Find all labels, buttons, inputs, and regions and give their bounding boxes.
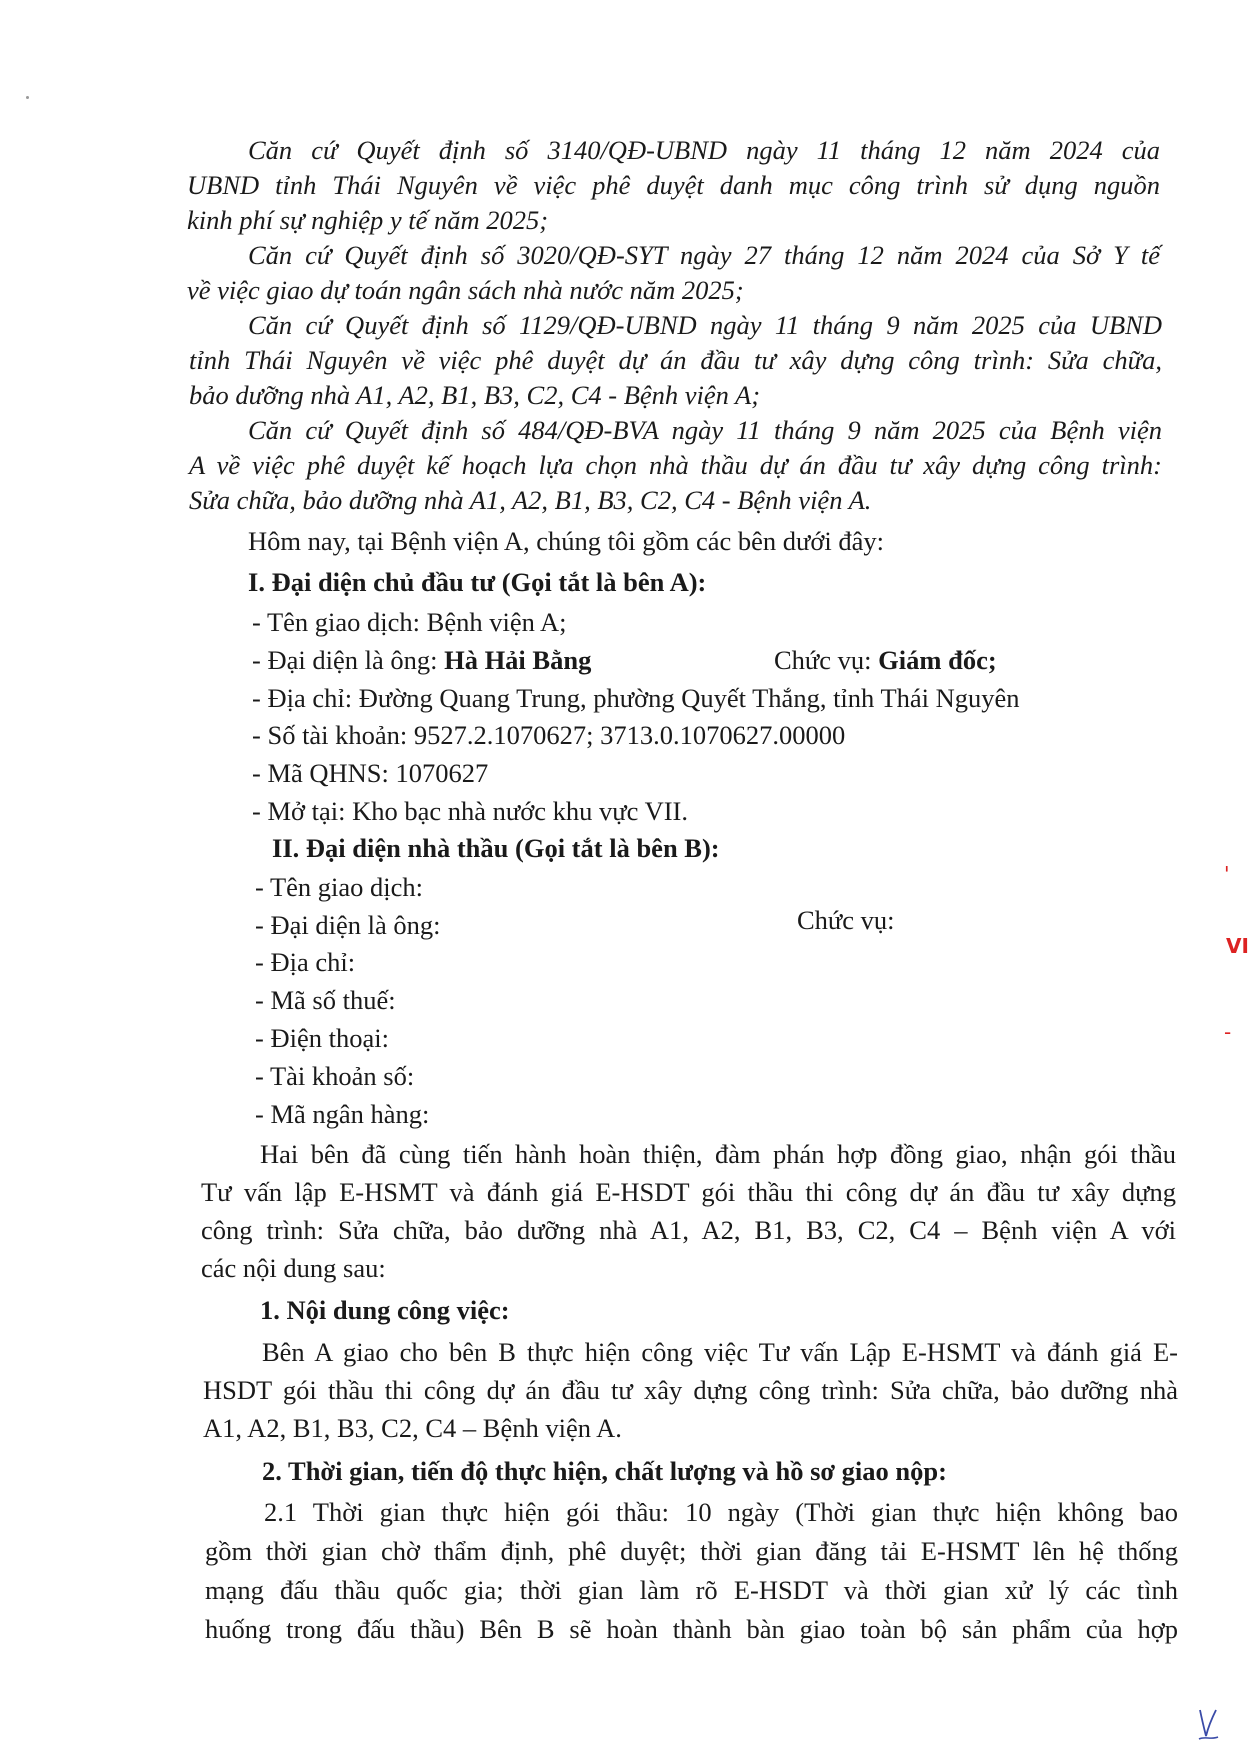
preamble-3-line-3: bảo dưỡng nhà A1, A2, B1, B3, C2, C4 - Bệnh viện A;	[189, 380, 761, 410]
section-2-heading: 2. Thời gian, tiến độ thực hiện, chất lượng và hồ sơ giao nộp:	[262, 1456, 947, 1486]
preamble-1-line-3: kinh phí sự nghiệp y tế năm 2025;	[187, 205, 549, 235]
agreement-line-3: công trình: Sửa chữa, bảo dưỡng nhà A1, A2, B1, B3, C2, C4 – Bệnh viện A với	[201, 1215, 1176, 1245]
party-a-rep-label: - Đại diện là ông:	[252, 645, 445, 675]
party-a-name: - Tên giao dịch: Bệnh viện A;	[252, 607, 567, 637]
preamble-4-line-3: Sửa chữa, bảo dưỡng nhà A1, A2, B1, B3, C2, C4 - Bệnh viện A.	[189, 485, 872, 515]
party-a-position-label: Chức vụ:	[774, 645, 879, 675]
initials-signature	[1196, 1706, 1220, 1744]
section-1-line-2: HSDT gói thầu thi công dự án đầu tư xây dựng công trình: Sửa chữa, bảo dưỡng nhà	[203, 1375, 1178, 1405]
party-b-bank-code: - Mã ngân hàng:	[255, 1099, 430, 1129]
margin-mark-1: '	[1224, 862, 1230, 886]
party-a-qhns: - Mã QHNS: 1070627	[252, 758, 489, 788]
party-b-heading: II. Đại diện nhà thầu (Gọi tắt là bên B):	[272, 833, 720, 863]
preamble-4-line-2: A về việc phê duyệt kế hoạch lựa chọn nhà thầu dự án đầu tư xây dựng công trình:	[189, 450, 1162, 480]
margin-mark-2: VI	[1226, 934, 1249, 958]
party-b-address: - Địa chỉ:	[255, 947, 356, 977]
party-a-rep-name: Hà Hải Bằng	[444, 645, 592, 675]
party-a-position-value: Giám đốc;	[878, 645, 997, 675]
margin-mark-3: -	[1224, 1020, 1232, 1044]
section-1-line-1: Bên A giao cho bên B thực hiện công việc Tư vấn Lập E-HSMT và đánh giá E-	[262, 1337, 1178, 1367]
section-2-line-1: 2.1 Thời gian thực hiện gói thầu: 10 ngày (Thời gian thực hiện không bao	[264, 1497, 1178, 1527]
preamble-2-line-1: Căn cứ Quyết định số 3020/QĐ-SYT ngày 27 tháng 12 năm 2024 của Sở Y tế	[248, 240, 1160, 270]
preamble-4-line-1: Căn cứ Quyết định số 484/QĐ-BVA ngày 11 tháng 9 năm 2025 của Bệnh viện	[248, 415, 1162, 445]
party-b-phone: - Điện thoại:	[255, 1023, 389, 1053]
agreement-line-4: các nội dung sau:	[201, 1253, 386, 1283]
preamble-1-line-2: UBND tỉnh Thái Nguyên về việc phê duyệt danh mục công trình sử dụng nguồn	[187, 170, 1160, 200]
party-a-position	[774, 643, 997, 677]
section-2-line-4: huống trong đấu thầu) Bên B sẽ hoàn thành bàn giao toàn bộ sản phẩm của hợp	[205, 1614, 1178, 1644]
party-a-address: - Địa chỉ: Đường Quang Trung, phường Quyết Thắng, tỉnh Thái Nguyên	[252, 683, 1020, 713]
section-1-heading: 1. Nội dung công việc:	[260, 1295, 510, 1325]
intro-text: Hôm nay, tại Bệnh viện A, chúng tôi gồm các bên dưới đây:	[248, 526, 885, 556]
section-2-line-3: mạng đấu thầu quốc gia; thời gian làm rõ E-HSDT và thời gian xử lý các tình	[205, 1575, 1178, 1605]
section-1-line-3: A1, A2, B1, B3, C2, C4 – Bệnh viện A.	[203, 1413, 622, 1443]
agreement-line-2: Tư vấn lập E-HSMT và đánh giá E-HSDT gói thầu thi công dự án đầu tư xây dựng	[201, 1177, 1176, 1207]
party-a-bank: - Mở tại: Kho bạc nhà nước khu vực VII.	[252, 796, 688, 826]
scan-speck	[26, 96, 29, 99]
party-b-position: Chức vụ:	[797, 905, 895, 935]
preamble-3-line-2: tỉnh Thái Nguyên về việc phê duyệt dự án đầu tư xây dựng công trình: Sửa chữa,	[189, 345, 1162, 375]
preamble-2-line-2: về việc giao dự toán ngân sách nhà nước năm 2025;	[187, 275, 744, 305]
party-b-name: - Tên giao dịch:	[255, 872, 424, 902]
party-b-account: - Tài khoản số:	[255, 1061, 415, 1091]
agreement-line-1: Hai bên đã cùng tiến hành hoàn thiện, đàm phán hợp đồng giao, nhận gói thầu	[260, 1139, 1176, 1169]
party-a-representative	[252, 643, 591, 677]
preamble-3-line-1: Căn cứ Quyết định số 1129/QĐ-UBND ngày 11 tháng 9 năm 2025 của UBND	[248, 310, 1162, 340]
party-a-account: - Số tài khoản: 9527.2.1070627; 3713.0.1070627.00000	[252, 720, 846, 750]
party-b-tax: - Mã số thuế:	[255, 985, 396, 1015]
party-a-heading: I. Đại diện chủ đầu tư (Gọi tắt là bên A):	[248, 567, 707, 597]
section-2-line-2: gồm thời gian chờ thẩm định, phê duyệt; thời gian đăng tải E-HSMT lên hệ thống	[205, 1536, 1178, 1566]
preamble-1-line-1: Căn cứ Quyết định số 3140/QĐ-UBND ngày 11 tháng 12 năm 2024 của	[248, 135, 1160, 165]
party-b-rep: - Đại diện là ông:	[255, 910, 441, 940]
